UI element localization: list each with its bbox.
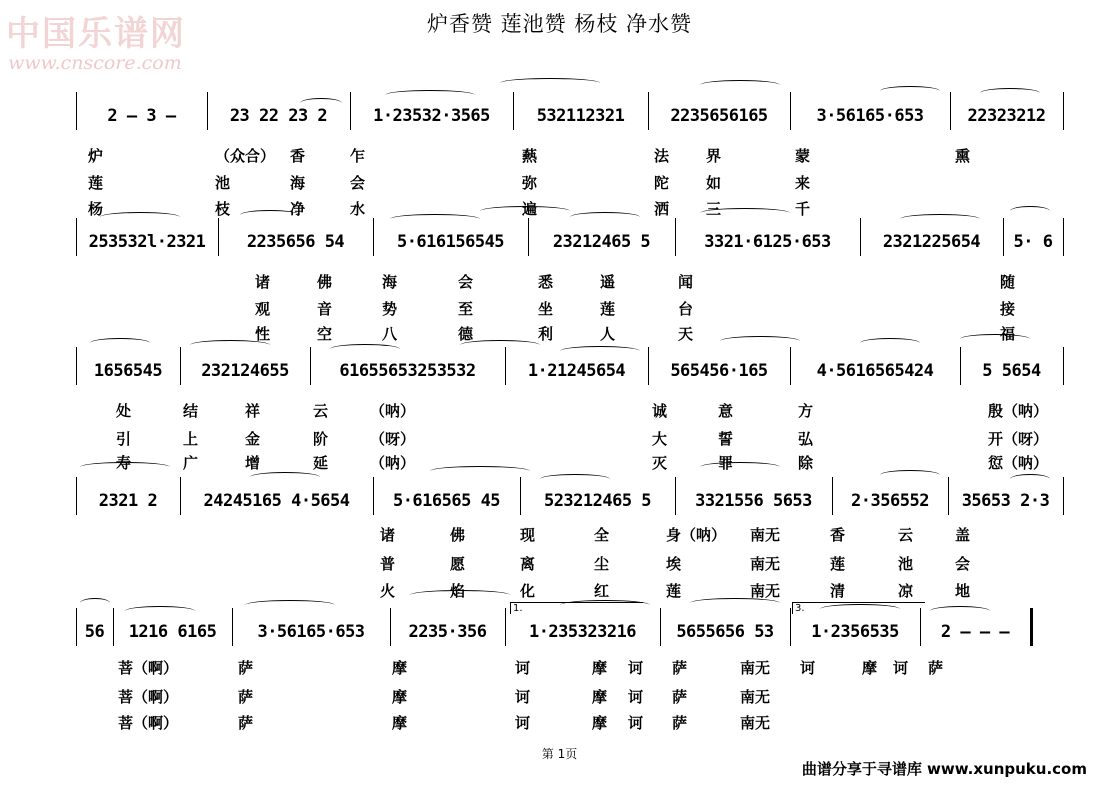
slur bbox=[900, 214, 980, 224]
measure: 5·616565 45 bbox=[392, 491, 501, 511]
lyric-syllable: 地 bbox=[955, 582, 971, 600]
measure: 5·616156545 bbox=[396, 232, 505, 252]
lyric-syllable: 净 bbox=[290, 200, 306, 218]
measure: 5 5654 bbox=[982, 361, 1041, 381]
lyric-syllable: 离 bbox=[520, 555, 536, 573]
lyric-syllable: 人 bbox=[600, 325, 616, 343]
lyric-syllable: 盖 bbox=[955, 526, 971, 544]
slur bbox=[430, 466, 530, 476]
lyric-line bbox=[0, 145, 1119, 167]
measure: 2321 2 bbox=[98, 491, 158, 511]
measure: 23212465 5 bbox=[552, 232, 651, 252]
measure: 2235656 54 bbox=[246, 232, 345, 252]
slur bbox=[190, 340, 270, 350]
lyric-syllable: 清 bbox=[830, 582, 846, 600]
barline bbox=[675, 218, 676, 256]
notation-line bbox=[0, 228, 1119, 256]
lyric-syllable: 罪 bbox=[718, 454, 734, 472]
lyric-syllable: 势 bbox=[382, 300, 398, 318]
measure: 565456·165 bbox=[670, 361, 768, 381]
measure: 532112321 bbox=[536, 106, 625, 126]
lyric-syllable: 性 bbox=[255, 325, 271, 343]
slur bbox=[960, 334, 1030, 344]
lyric-syllable: 普 bbox=[380, 555, 396, 573]
lyric-syllable: 观 bbox=[255, 300, 271, 318]
lyric-syllable: 焰 bbox=[450, 582, 466, 600]
lyric-syllable: 云 bbox=[313, 402, 329, 420]
measure: 232124655 bbox=[201, 361, 289, 381]
lyric-syllable: 界 bbox=[706, 147, 722, 165]
lyric-syllable: 诃 bbox=[800, 659, 816, 677]
barline bbox=[520, 477, 521, 515]
measure: 1·235323216 bbox=[528, 622, 637, 642]
measure: 2 – – – bbox=[940, 622, 1010, 642]
measure: 5655656 53 bbox=[676, 622, 774, 642]
page-title: 炉香赞 莲池赞 杨枝 净水赞 bbox=[426, 12, 693, 36]
lyric-syllable: 摩 bbox=[392, 714, 408, 732]
lyric-syllable: （呐） bbox=[370, 454, 416, 472]
measure: 523212465 5 bbox=[543, 491, 652, 511]
lyric-syllable: 菩（啊） bbox=[118, 659, 179, 677]
slur bbox=[690, 598, 780, 608]
lyric-syllable: 利 bbox=[538, 325, 554, 343]
slur bbox=[1010, 206, 1050, 216]
lyric-syllable: 延 bbox=[313, 454, 329, 472]
measure: 2235656165 bbox=[670, 106, 768, 126]
lyric-syllable: 水 bbox=[350, 200, 366, 218]
notation-line bbox=[0, 618, 1119, 646]
lyric-syllable: 至 bbox=[458, 300, 474, 318]
lyric-syllable: 意 bbox=[718, 402, 734, 420]
barline bbox=[207, 92, 208, 130]
measure: 3·56165·653 bbox=[257, 622, 365, 642]
lyric-syllable: 弥 bbox=[522, 174, 538, 192]
lyric-syllable: 八 bbox=[382, 325, 398, 343]
lyric-syllable: 寿 bbox=[116, 454, 132, 472]
lyric-syllable: 诃 bbox=[515, 688, 531, 706]
lyric-syllable: 诃 bbox=[628, 714, 644, 732]
barline bbox=[790, 92, 791, 130]
slur bbox=[700, 80, 780, 90]
lyric-syllable: 灭 bbox=[652, 454, 668, 472]
lyric-syllable: 金 bbox=[245, 430, 261, 448]
lyric-syllable: 莲 bbox=[666, 582, 682, 600]
lyric-syllable: 三 bbox=[706, 200, 722, 218]
slur bbox=[100, 212, 180, 222]
lyric-syllable: （呀） bbox=[370, 430, 416, 448]
slur bbox=[540, 474, 610, 484]
slur bbox=[880, 86, 940, 96]
barline bbox=[513, 92, 514, 130]
lyric-syllable: 南无 bbox=[740, 688, 771, 706]
slur bbox=[250, 472, 320, 482]
lyric-syllable: 摩 bbox=[862, 659, 878, 677]
barline bbox=[373, 477, 374, 515]
lyric-syllable: 台 bbox=[678, 300, 694, 318]
lyric-syllable: 佛 bbox=[450, 526, 466, 544]
lyric-syllable: 接 bbox=[1000, 300, 1016, 318]
measure: 253532l·2321 bbox=[88, 232, 206, 252]
lyric-syllable: 会 bbox=[955, 555, 971, 573]
barline bbox=[310, 347, 311, 385]
measure: 3321·6125·653 bbox=[704, 232, 831, 252]
barline bbox=[1063, 347, 1064, 385]
volta-label: 3. bbox=[792, 602, 925, 614]
lyric-syllable: （呐） bbox=[370, 402, 416, 420]
lyric-syllable: 香 bbox=[290, 147, 306, 165]
barline bbox=[1063, 477, 1064, 515]
measure: 3321556 5653 bbox=[695, 491, 812, 511]
lyric-syllable: 杨 bbox=[88, 200, 104, 218]
slur bbox=[125, 606, 195, 616]
barline bbox=[113, 608, 114, 646]
lyric-syllable: 弘 bbox=[798, 430, 814, 448]
measure: 4·5616565424 bbox=[816, 361, 934, 381]
measure: 5· 6 bbox=[1013, 232, 1053, 252]
lyric-syllable: 南无 bbox=[750, 582, 781, 600]
lyric-line bbox=[0, 580, 1119, 602]
lyric-syllable: 法 bbox=[654, 147, 670, 165]
lyric-syllable: 誓 bbox=[718, 430, 734, 448]
barline bbox=[948, 477, 949, 515]
slur bbox=[860, 338, 920, 348]
lyric-syllable: 增 bbox=[245, 454, 261, 472]
lyric-syllable: 海 bbox=[382, 273, 398, 291]
lyric-syllable: 诃 bbox=[628, 659, 644, 677]
lyric-syllable: 海 bbox=[290, 174, 306, 192]
barline bbox=[180, 477, 181, 515]
barline bbox=[648, 347, 649, 385]
lyric-syllable: 爇 bbox=[522, 147, 538, 165]
slur bbox=[980, 88, 1040, 98]
volta-label: 1. bbox=[510, 602, 643, 614]
slur bbox=[245, 600, 335, 610]
barline bbox=[790, 347, 791, 385]
lyric-syllable: 开（呀） bbox=[988, 430, 1049, 448]
barline bbox=[350, 92, 351, 130]
lyric-syllable: 现 bbox=[520, 526, 536, 544]
lyric-syllable: 炉 bbox=[88, 147, 104, 165]
lyric-line bbox=[0, 172, 1119, 194]
barline bbox=[76, 92, 77, 130]
slur bbox=[80, 598, 110, 608]
lyric-syllable: 萨 bbox=[672, 714, 688, 732]
barline bbox=[960, 347, 961, 385]
lyric-syllable: 尘 bbox=[594, 555, 610, 573]
lyric-syllable: 空 bbox=[317, 325, 333, 343]
slur bbox=[570, 212, 640, 222]
lyric-syllable: 红 bbox=[594, 582, 610, 600]
slur bbox=[1010, 474, 1050, 484]
barline bbox=[1063, 92, 1064, 130]
lyric-syllable: 熏 bbox=[955, 147, 971, 165]
measure: 61655653253532 bbox=[339, 361, 476, 381]
lyric-syllable: 蒙 bbox=[795, 147, 811, 165]
slur bbox=[880, 470, 940, 480]
measure: 3·56165·653 bbox=[816, 106, 924, 126]
lyric-syllable: 诃 bbox=[628, 688, 644, 706]
lyric-syllable: 愆（呐） bbox=[988, 454, 1049, 472]
lyric-syllable: 会 bbox=[458, 273, 474, 291]
barline bbox=[76, 608, 77, 646]
lyric-line bbox=[0, 553, 1119, 575]
slur bbox=[410, 590, 510, 600]
notation-line bbox=[0, 357, 1119, 385]
notation-line bbox=[0, 102, 1119, 130]
lyric-syllable: 千 bbox=[795, 200, 811, 218]
lyric-syllable: 诃 bbox=[893, 659, 909, 677]
lyric-syllable: 萨 bbox=[238, 688, 254, 706]
barline bbox=[1063, 218, 1064, 256]
lyric-syllable: 闻 bbox=[678, 273, 694, 291]
barline bbox=[660, 608, 661, 646]
barline bbox=[390, 608, 391, 646]
lyric-syllable: 莲 bbox=[830, 555, 846, 573]
lyric-syllable: 枝 bbox=[215, 200, 231, 218]
lyric-syllable: 萨 bbox=[928, 659, 944, 677]
barline bbox=[76, 347, 77, 385]
lyric-syllable: 引 bbox=[116, 430, 132, 448]
measure: 1·21245654 bbox=[527, 361, 626, 381]
slur bbox=[560, 346, 640, 356]
lyric-syllable: 凉 bbox=[898, 582, 914, 600]
barline bbox=[232, 608, 233, 646]
lyric-syllable: 南无 bbox=[740, 659, 771, 677]
lyric-syllable: 广 bbox=[183, 454, 199, 472]
lyric-syllable: 南无 bbox=[750, 555, 781, 573]
measure: 2·356552 bbox=[851, 491, 929, 511]
barline bbox=[648, 92, 649, 130]
lyric-syllable: 处 bbox=[116, 402, 132, 420]
lyric-syllable: 佛 bbox=[317, 273, 333, 291]
lyric-syllable: （众合） bbox=[215, 147, 276, 165]
slur bbox=[80, 462, 170, 472]
lyric-line bbox=[0, 298, 1119, 320]
lyric-syllable: 摩 bbox=[592, 688, 608, 706]
lyric-syllable: 南无 bbox=[750, 526, 781, 544]
lyric-syllable: 莲 bbox=[600, 300, 616, 318]
lyric-line bbox=[0, 712, 1119, 734]
lyric-syllable: 莲 bbox=[88, 174, 104, 192]
measure: 23 22 23 2 bbox=[229, 106, 328, 126]
barline bbox=[860, 218, 861, 256]
lyric-line bbox=[0, 400, 1119, 422]
notation-line bbox=[0, 487, 1119, 515]
barline bbox=[832, 477, 833, 515]
barline bbox=[505, 608, 506, 646]
lyric-syllable: 云 bbox=[898, 526, 914, 544]
lyric-syllable: 福 bbox=[1000, 325, 1016, 343]
barline bbox=[180, 347, 181, 385]
lyric-syllable: 遥 bbox=[600, 273, 616, 291]
lyric-syllable: 诚 bbox=[652, 402, 668, 420]
lyric-syllable: 身（呐） bbox=[666, 526, 727, 544]
slur bbox=[700, 462, 780, 472]
measure: 1·23532·3565 bbox=[373, 106, 490, 126]
measure: 1216 6165 bbox=[128, 622, 217, 642]
lyric-syllable: 池 bbox=[898, 555, 914, 573]
lyric-line bbox=[0, 271, 1119, 293]
slur bbox=[240, 210, 300, 220]
slur bbox=[390, 214, 480, 224]
slur bbox=[720, 336, 800, 346]
measure: 56 bbox=[84, 622, 105, 642]
lyric-syllable: 摩 bbox=[392, 688, 408, 706]
lyric-syllable: 埃 bbox=[666, 555, 682, 573]
lyric-syllable: 诸 bbox=[380, 526, 396, 544]
lyric-syllable: 上 bbox=[183, 430, 199, 448]
slur bbox=[300, 98, 342, 108]
lyric-syllable: 萨 bbox=[672, 688, 688, 706]
lyric-syllable: 摩 bbox=[592, 714, 608, 732]
lyric-syllable: 除 bbox=[798, 454, 814, 472]
barline bbox=[505, 347, 506, 385]
lyric-syllable: 悉 bbox=[538, 273, 554, 291]
lyric-syllable: 火 bbox=[380, 582, 396, 600]
slur bbox=[930, 606, 990, 616]
footer-credit: 曲谱分享于寻谱库 www.xunpuku.com bbox=[801, 760, 1087, 778]
measure: 22323212 bbox=[967, 106, 1046, 126]
measure: 1·2356535 bbox=[811, 622, 899, 642]
measure: 35653 2·3 bbox=[961, 491, 1050, 511]
slur bbox=[500, 78, 600, 88]
slur bbox=[90, 338, 150, 348]
barline bbox=[76, 477, 77, 515]
lyric-syllable: 会 bbox=[350, 174, 366, 192]
lyric-syllable: 愿 bbox=[450, 555, 466, 573]
lyric-line bbox=[0, 657, 1119, 679]
lyric-syllable: 德 bbox=[458, 325, 474, 343]
lyric-line bbox=[0, 686, 1119, 708]
lyric-syllable: 化 bbox=[520, 582, 536, 600]
lyric-syllable: 方 bbox=[798, 402, 814, 420]
lyric-syllable: 随 bbox=[1000, 273, 1016, 291]
barline bbox=[218, 218, 219, 256]
watermark-url: www.cnscore.com bbox=[8, 52, 182, 74]
lyric-syllable: 陀 bbox=[654, 174, 670, 192]
lyric-syllable: 南无 bbox=[740, 714, 771, 732]
barline bbox=[528, 218, 529, 256]
barline bbox=[373, 218, 374, 256]
lyric-syllable: 洒 bbox=[654, 200, 670, 218]
lyric-syllable: 诸 bbox=[255, 273, 271, 291]
lyric-syllable: 诃 bbox=[515, 659, 531, 677]
barline bbox=[950, 92, 951, 130]
lyric-syllable: 全 bbox=[594, 526, 610, 544]
watermark-logo: 中国乐谱网 bbox=[6, 14, 186, 54]
slur bbox=[385, 90, 475, 100]
lyric-syllable: 大 bbox=[652, 430, 668, 448]
lyric-syllable: 乍 bbox=[350, 147, 366, 165]
measure: 2235·356 bbox=[408, 622, 487, 642]
lyric-syllable: 祥 bbox=[245, 402, 261, 420]
lyric-syllable: 萨 bbox=[238, 714, 254, 732]
slur bbox=[700, 208, 790, 218]
lyric-line bbox=[0, 428, 1119, 450]
lyric-syllable: 摩 bbox=[392, 659, 408, 677]
barline bbox=[675, 477, 676, 515]
barline bbox=[1003, 218, 1004, 256]
lyric-syllable: 萨 bbox=[672, 659, 688, 677]
measure: 1656545 bbox=[93, 361, 163, 381]
lyric-syllable: 摩 bbox=[592, 659, 608, 677]
lyric-syllable: 天 bbox=[678, 325, 694, 343]
slur bbox=[480, 206, 570, 216]
slur bbox=[460, 340, 540, 350]
measure: 24245165 4·5654 bbox=[203, 491, 350, 511]
lyric-syllable: 诃 bbox=[515, 714, 531, 732]
lyric-line bbox=[0, 323, 1119, 345]
page-number: 第 1页 bbox=[541, 747, 578, 761]
lyric-syllable: 香 bbox=[830, 526, 846, 544]
slur bbox=[330, 344, 400, 354]
measure: 2 – 3 – bbox=[107, 106, 176, 126]
lyric-line bbox=[0, 524, 1119, 546]
lyric-syllable: 殷（呐） bbox=[988, 402, 1049, 420]
lyric-syllable: 结 bbox=[183, 402, 199, 420]
lyric-syllable: 菩（啊） bbox=[118, 688, 179, 706]
lyric-syllable: 坐 bbox=[538, 300, 554, 318]
lyric-syllable: 阶 bbox=[313, 430, 329, 448]
barline bbox=[1030, 608, 1033, 646]
lyric-syllable: 萨 bbox=[238, 659, 254, 677]
measure: 2321225654 bbox=[882, 232, 981, 252]
lyric-syllable: 来 bbox=[795, 174, 811, 192]
lyric-syllable: 池 bbox=[215, 174, 231, 192]
lyric-syllable: 菩（啊） bbox=[118, 714, 179, 732]
lyric-syllable: 音 bbox=[317, 300, 333, 318]
lyric-syllable: 遍 bbox=[522, 200, 538, 218]
barline bbox=[76, 218, 77, 256]
barline bbox=[790, 608, 791, 646]
lyric-syllable: 如 bbox=[706, 174, 722, 192]
